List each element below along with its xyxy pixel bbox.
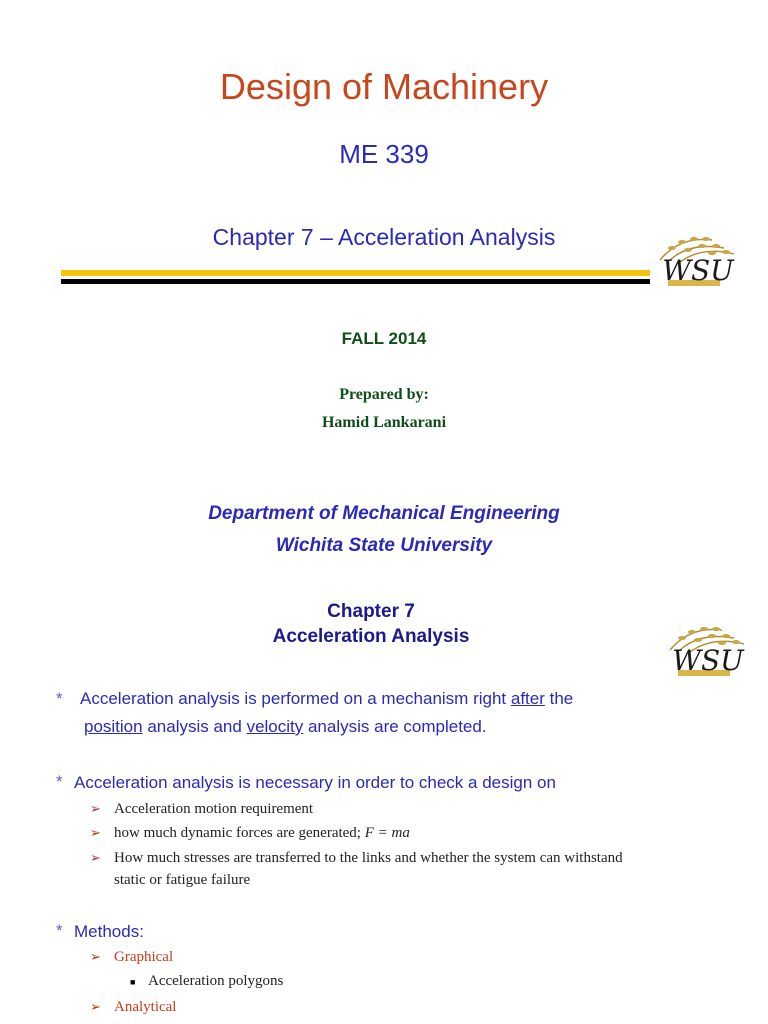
bullet-star-2: * — [56, 772, 63, 791]
svg-text:WSU: WSU — [672, 644, 744, 677]
method-analytical: Analytical — [114, 999, 177, 1015]
method-graphical: Graphical — [114, 949, 174, 965]
sub-item-continued: static or fatigue failure — [114, 872, 251, 888]
university: Wichita State University — [275, 535, 493, 556]
chapter-title: Chapter 7 – Acceleration Analysis — [212, 224, 556, 250]
prepared-label: Prepared by: — [339, 386, 429, 403]
author-name: Hamid Lankarani — [321, 414, 447, 431]
arrow-icon: ➢ — [90, 949, 101, 964]
square-bullet-icon: ■ — [130, 977, 136, 987]
course-code: ME 339 — [339, 139, 429, 169]
arrow-icon: ➢ — [90, 825, 101, 840]
divider-yellow — [61, 270, 650, 276]
slide-title: Design of Machinery — [219, 66, 549, 107]
sub-item: Acceleration motion requirement — [114, 801, 314, 817]
chapter-heading: Chapter 7 — [327, 601, 415, 622]
method-sub-item: Acceleration polygons — [148, 973, 284, 989]
department: Department of Mechanical Engineering — [208, 503, 560, 524]
sub-item: How much stresses are transferred to the links and whether the system can withstand — [114, 850, 623, 866]
bullet-1-line-2: position analysis and velocity analysis are completed. — [84, 717, 487, 736]
wsu-logo-2 — [660, 620, 756, 690]
chapter-subheading: Acceleration Analysis — [272, 626, 470, 647]
methods-label: Methods: — [74, 922, 144, 941]
svg-text:WSU: WSU — [662, 254, 734, 287]
arrow-icon: ➢ — [90, 999, 101, 1014]
bullet-1-line-1: Acceleration analysis is performed on a mechanism right after the — [80, 689, 574, 708]
divider-black — [61, 279, 650, 284]
arrow-icon: ➢ — [90, 801, 101, 816]
bullet-star-3: * — [56, 921, 63, 940]
wsu-logo — [650, 230, 746, 300]
bullet-star-1: * — [56, 689, 63, 708]
sub-item: how much dynamic forces are generated; F = ma — [114, 825, 410, 841]
bullet-2-text: Acceleration analysis is necessary in order to check a design on — [74, 773, 556, 792]
term: FALL 2014 — [341, 329, 427, 348]
arrow-icon: ➢ — [90, 850, 101, 865]
